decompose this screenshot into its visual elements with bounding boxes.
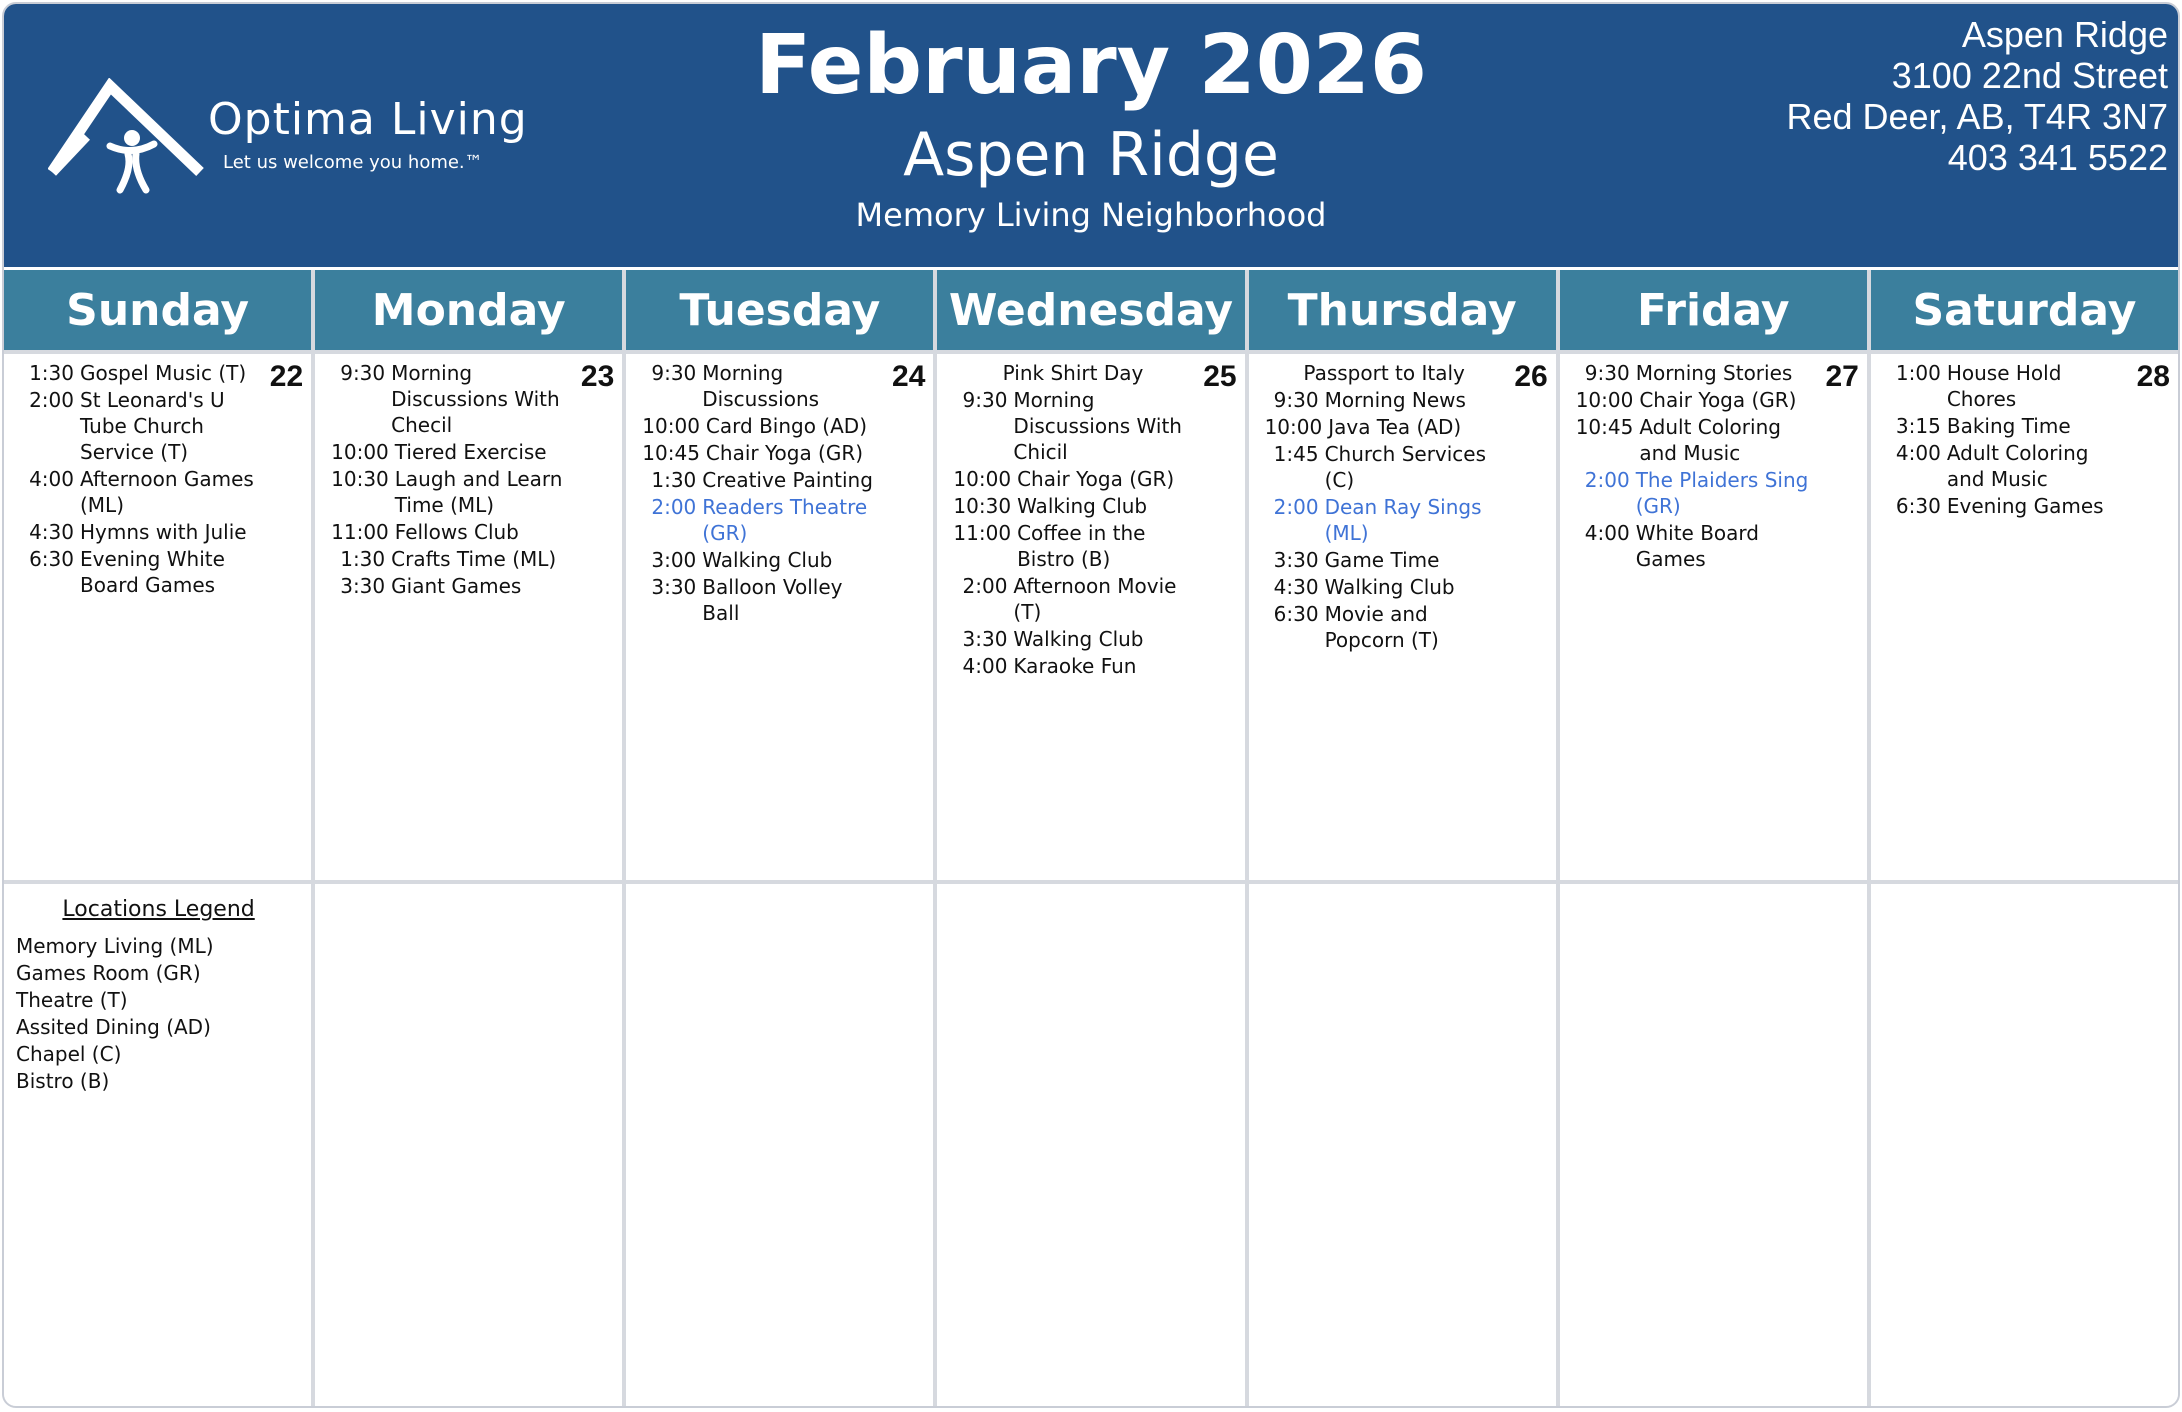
event-description: Balloon Volley Ball: [702, 575, 843, 625]
legend-title: Locations Legend: [62, 897, 255, 922]
date-number: 25: [1203, 360, 1237, 393]
address-street: 3100 22nd Street: [1891, 55, 2168, 96]
event-time: 4:00: [1895, 441, 1941, 465]
event-description: Baking Time: [1946, 414, 2071, 438]
event-description: Church Services (C): [1324, 442, 1487, 492]
legend-item: Games Room (GR): [16, 961, 201, 985]
event-time: 4:30: [1273, 575, 1319, 599]
event-time: 6:30: [29, 547, 74, 571]
event-item: [642, 467, 881, 493]
date-number: 27: [1825, 360, 1859, 393]
empty-cell: [1871, 884, 2178, 1408]
event-time: 3:30: [651, 575, 697, 599]
event-time: 2:00: [29, 388, 74, 412]
day-cell: [1249, 354, 1556, 880]
event-time: 4:30: [29, 520, 74, 544]
event-description: St Leonard's U Tube Church Service (T): [80, 388, 225, 464]
day-header-tuesday: Tuesday: [626, 270, 933, 350]
day-header-friday: Friday: [1560, 270, 1867, 350]
event-item: [953, 626, 1192, 652]
event-item: [20, 360, 259, 386]
event-time: 10:30: [331, 467, 389, 491]
empty-cell: [937, 884, 1244, 1408]
event-item: [1576, 467, 1815, 519]
event-time: 10:00: [331, 440, 389, 464]
community-name: Aspen Ridge: [903, 120, 1279, 190]
event-description: Passport to Italy: [1303, 361, 1465, 385]
event-item: [1265, 547, 1504, 573]
event-description: Adult Coloring and Music: [1639, 415, 1781, 465]
empty-cell: [315, 884, 622, 1408]
calendar-page: [2, 2, 2180, 1408]
legend-item: Memory Living (ML): [16, 934, 214, 958]
brand-tagline: Let us welcome you home.™: [223, 152, 483, 173]
event-time: 10:00: [1575, 388, 1634, 412]
address-block: [1786, 14, 2168, 178]
event-time: 3:30: [1273, 548, 1319, 572]
event-item: [331, 466, 570, 518]
event-item: [1265, 441, 1504, 493]
event-description: Chair Yoga (GR): [705, 441, 864, 465]
event-time: 9:30: [340, 361, 386, 385]
event-description: White Board Games: [1635, 521, 1759, 571]
event-time: 6:30: [1273, 602, 1319, 626]
day-header-wednesday: Wednesday: [937, 270, 1244, 350]
event-description: Evening Games: [1946, 494, 2104, 518]
event-description: Afternoon Games (ML): [80, 467, 254, 517]
event-item: [1265, 414, 1504, 440]
neighborhood-name: Memory Living Neighborhood: [855, 196, 1327, 234]
event-description: Walking Club: [1324, 575, 1455, 599]
event-item: [20, 519, 259, 545]
event-description: The Plaiders Sing (GR): [1635, 468, 1809, 518]
event-time: 1:30: [29, 361, 74, 385]
event-time: 2:00: [1273, 495, 1319, 519]
event-time: 4:00: [29, 467, 74, 491]
event-description: Morning Discussions: [702, 361, 820, 411]
event-item: [1887, 493, 2126, 519]
event-description: Movie and Popcorn (T): [1324, 602, 1439, 652]
day-cell: [1871, 354, 2178, 880]
address-city: Red Deer, AB, T4R 3N7: [1786, 96, 2168, 137]
date-number: 26: [1514, 360, 1548, 393]
legend-item: Chapel (C): [16, 1042, 122, 1066]
special-day-label: [953, 360, 1192, 386]
event-description: Evening White Board Games: [80, 547, 225, 597]
date-number: 24: [892, 360, 926, 393]
event-time: 9:30: [1584, 361, 1630, 385]
empty-cell: [1560, 884, 1867, 1408]
address-name: Aspen Ridge: [1961, 14, 2168, 55]
event-time: 3:00: [651, 548, 697, 572]
event-list: [642, 360, 881, 627]
event-item: [642, 547, 881, 573]
date-number: 22: [269, 360, 304, 393]
event-time: 4:00: [962, 654, 1008, 678]
event-item: [642, 440, 881, 466]
legend-item: Bistro (B): [16, 1069, 110, 1093]
event-item: [953, 493, 1192, 519]
date-number: 23: [580, 360, 615, 393]
event-time: 1:30: [340, 547, 386, 571]
event-description: Pink Shirt Day: [1002, 361, 1144, 385]
event-item: [1576, 360, 1815, 386]
event-time: 9:30: [962, 388, 1008, 412]
event-item: [1887, 440, 2126, 492]
event-description: Morning News: [1324, 388, 1466, 412]
event-time: 11:00: [953, 521, 1012, 545]
event-item: [953, 653, 1192, 679]
event-item: [1887, 360, 2126, 412]
event-description: Readers Theatre (GR): [702, 495, 868, 545]
event-item: [20, 387, 259, 465]
event-description: House Hold Chores: [1946, 361, 2062, 411]
event-description: Morning Discussions With Chicil: [1013, 388, 1182, 464]
event-time: 3:15: [1895, 414, 1941, 438]
event-time: 10:45: [642, 441, 700, 465]
event-item: [1576, 520, 1815, 572]
event-time: 3:30: [340, 574, 386, 598]
event-item: [20, 546, 259, 598]
event-item: [1265, 387, 1504, 413]
address-phone: 403 341 5522: [1947, 137, 2168, 178]
event-item: [1887, 413, 2126, 439]
event-list: [1576, 360, 1815, 573]
event-list: [1887, 360, 2126, 520]
event-description: Giant Games: [391, 574, 522, 598]
event-time: 10:00: [1264, 415, 1323, 439]
event-time: 1:00: [1895, 361, 1941, 385]
day-cell: [626, 354, 933, 880]
event-description: Walking Club: [1017, 494, 1148, 518]
event-description: Chair Yoga (GR): [1017, 467, 1175, 491]
day-header-monday: Monday: [315, 270, 622, 350]
event-item: [331, 439, 570, 465]
event-item: [331, 360, 570, 438]
event-time: 4:00: [1584, 521, 1630, 545]
event-description: Hymns with Julie: [80, 520, 247, 544]
event-item: [331, 573, 570, 599]
event-description: Fellows Club: [394, 520, 519, 544]
event-description: Chair Yoga (GR): [1639, 388, 1797, 412]
day-cell: [315, 354, 622, 880]
event-description: Adult Coloring and Music: [1946, 441, 2089, 491]
calendar-header: [4, 4, 2178, 267]
event-item: [953, 573, 1192, 625]
legend-item: Theatre (T): [16, 988, 128, 1012]
event-description: Morning Stories: [1635, 361, 1793, 385]
day-header-saturday: Saturday: [1871, 270, 2178, 350]
event-list: [20, 360, 259, 599]
event-time: 2:00: [1584, 468, 1630, 492]
event-item: [331, 519, 570, 545]
event-list: [953, 360, 1192, 680]
event-description: Tiered Exercise: [394, 440, 547, 464]
event-description: Afternoon Movie (T): [1013, 574, 1177, 624]
event-item: [642, 413, 881, 439]
event-time: 2:00: [651, 495, 697, 519]
empty-cell: [626, 884, 933, 1408]
event-time: 10:00: [642, 414, 700, 438]
event-time: 10:30: [953, 494, 1012, 518]
event-description: Coffee in the Bistro (B): [1017, 521, 1146, 571]
event-description: Card Bingo (AD): [705, 414, 867, 438]
day-header-thursday: Thursday: [1249, 270, 1556, 350]
event-item: [331, 546, 570, 572]
event-item: [953, 466, 1192, 492]
event-time: 11:00: [331, 520, 389, 544]
event-item: [642, 494, 881, 546]
event-item: [642, 360, 881, 412]
event-item: [1576, 414, 1815, 466]
legend-cell: [4, 884, 311, 1408]
legend-item: Assited Dining (AD): [16, 1015, 211, 1039]
event-description: Karaoke Fun: [1013, 654, 1137, 678]
event-description: Walking Club: [702, 548, 833, 572]
event-time: 1:30: [651, 468, 697, 492]
event-description: Gospel Music (T): [80, 361, 247, 385]
event-time: 9:30: [651, 361, 697, 385]
empty-cell: [1249, 884, 1556, 1408]
event-time: 10:00: [953, 467, 1012, 491]
event-time: 1:45: [1273, 442, 1319, 466]
event-time: 6:30: [1895, 494, 1941, 518]
special-day-label: [1265, 360, 1504, 386]
event-item: [1265, 601, 1504, 653]
event-time: 3:30: [962, 627, 1008, 651]
event-description: Walking Club: [1013, 627, 1144, 651]
day-header-sunday: Sunday: [4, 270, 311, 350]
event-description: Java Tea (AD): [1328, 415, 1462, 439]
brand-name: Optima Living: [208, 94, 528, 145]
event-list: [1265, 360, 1504, 654]
event-description: Laugh and Learn Time (ML): [394, 467, 563, 517]
event-time: 2:00: [962, 574, 1008, 598]
event-description: Game Time: [1324, 548, 1440, 572]
day-cell: [1560, 354, 1867, 880]
date-number: 28: [2136, 360, 2170, 393]
day-cell: [937, 354, 1244, 880]
event-time: 9:30: [1273, 388, 1319, 412]
event-item: [1265, 494, 1504, 546]
event-time: 10:45: [1575, 415, 1634, 439]
event-description: Crafts Time (ML): [391, 547, 557, 571]
event-list: [331, 360, 570, 600]
day-cell: [4, 354, 311, 880]
event-item: [642, 574, 881, 626]
month-title: February 2026: [755, 18, 1427, 113]
event-description: Creative Painting: [702, 468, 873, 492]
event-description: Dean Ray Sings (ML): [1324, 495, 1482, 545]
event-item: [953, 387, 1192, 465]
event-item: [1265, 574, 1504, 600]
event-item: [953, 520, 1192, 572]
locations-legend: [16, 896, 301, 1095]
event-description: Morning Discussions With Checil: [391, 361, 560, 437]
event-item: [1576, 387, 1815, 413]
calendar-grid: [4, 270, 2178, 1408]
event-item: [20, 466, 259, 518]
